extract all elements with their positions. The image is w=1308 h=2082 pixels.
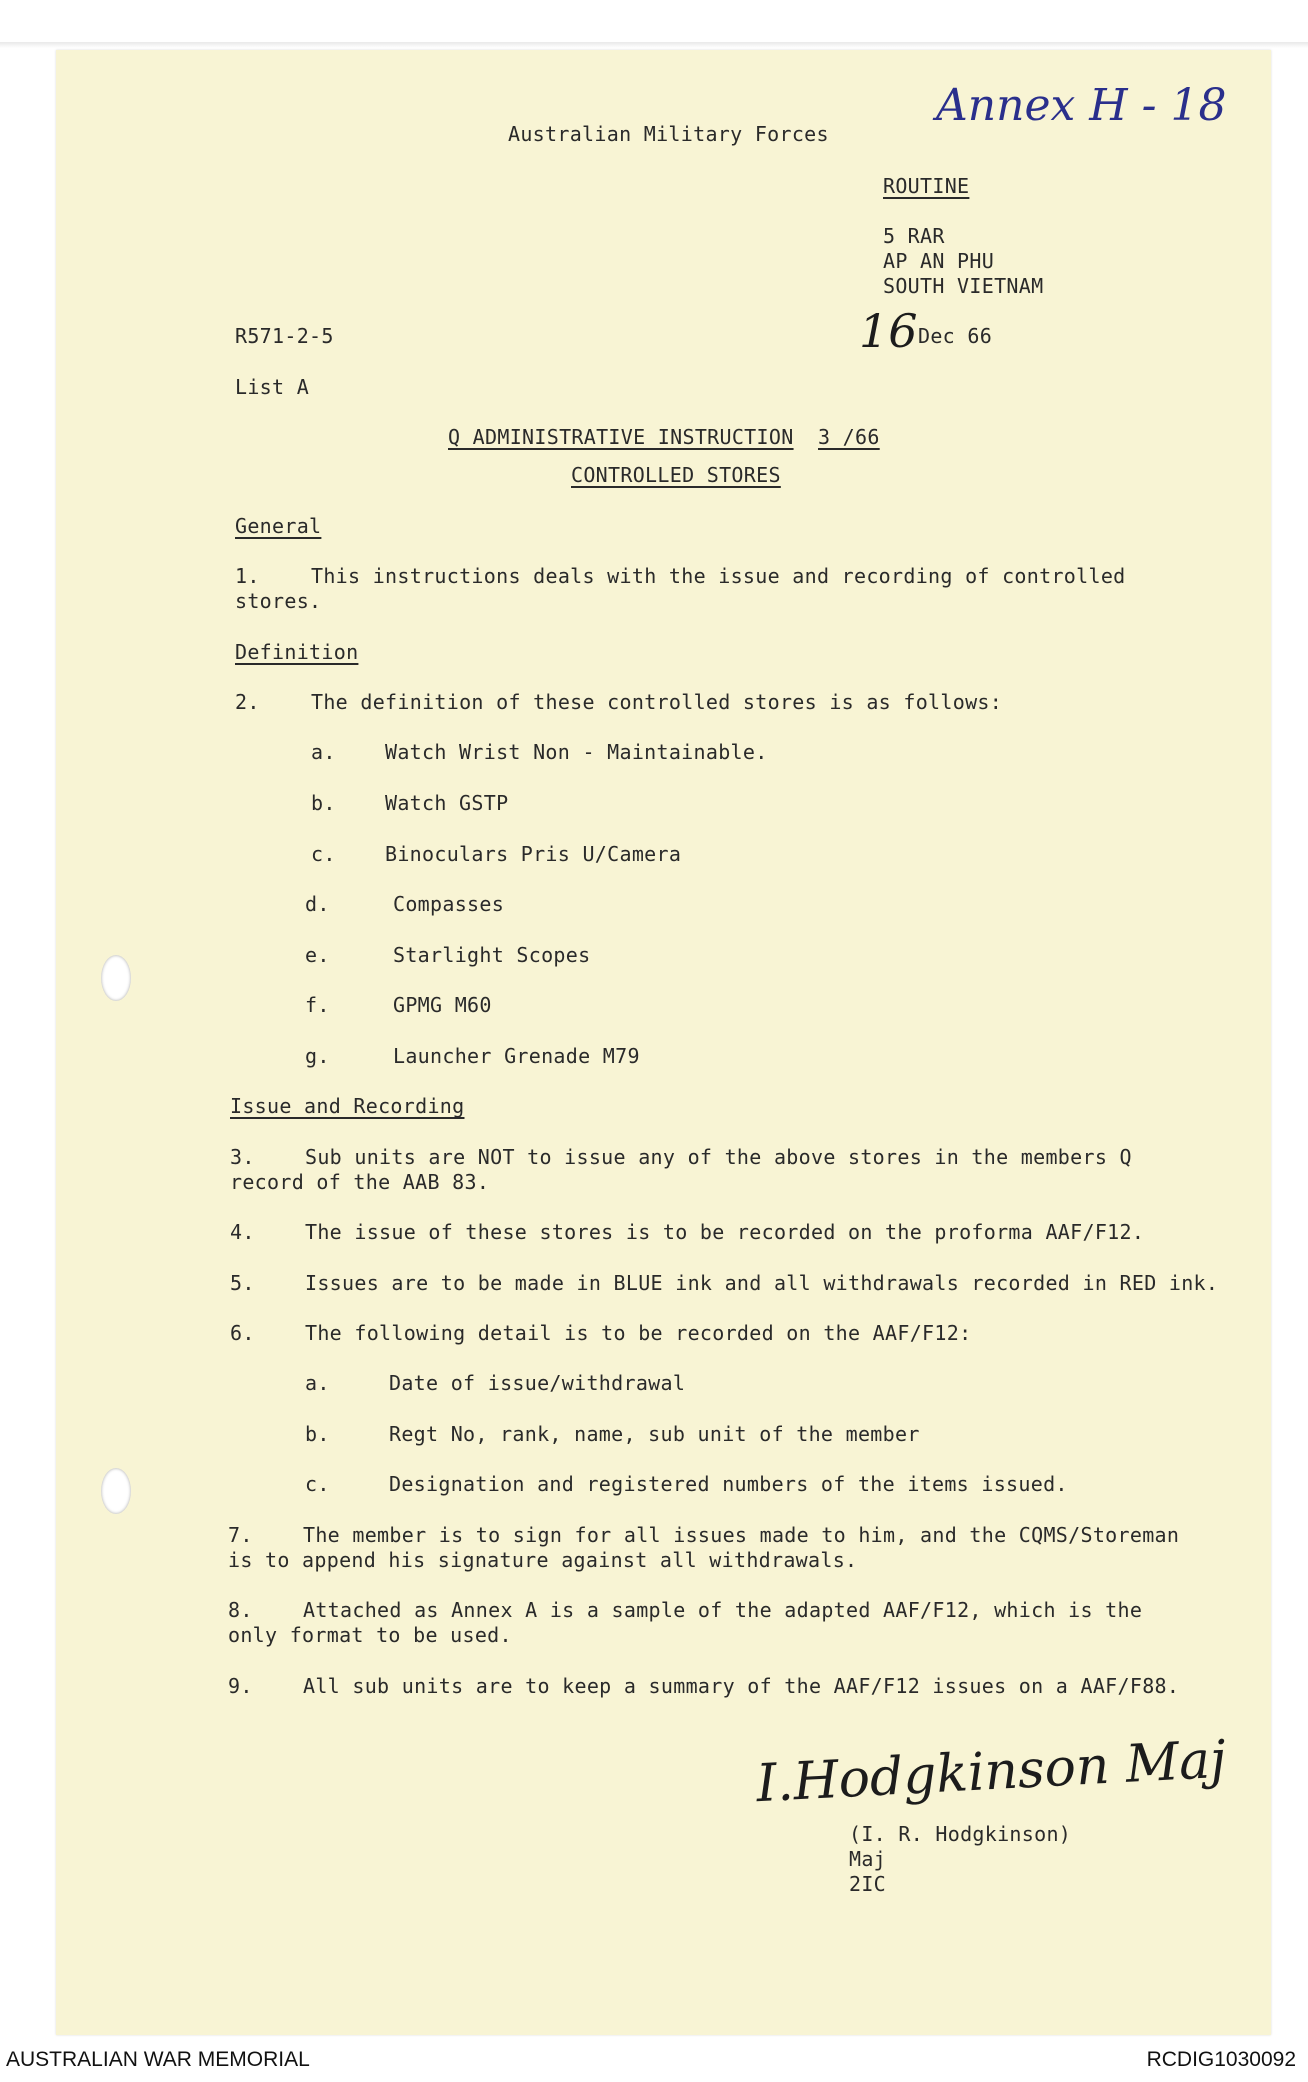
- def-item-text: Binoculars Pris U/Camera: [385, 842, 682, 866]
- para-6-number: 6.: [230, 1321, 255, 1345]
- title-line-2: CONTROLLED STORES: [571, 463, 781, 487]
- def-item-letter: e.: [305, 943, 330, 967]
- detail-item-text: Date of issue/withdrawal: [389, 1371, 686, 1395]
- handwritten-signature: I.Hodgkinson Maj: [754, 1729, 1228, 1815]
- para-1-number: 1.: [235, 564, 260, 588]
- para-7-line-2: is to append his signature against all withdrawals.: [228, 1548, 858, 1572]
- signatory-rank: Maj: [849, 1847, 887, 1871]
- detail-item-text: Designation and registered numbers of the items issued.: [389, 1472, 1068, 1496]
- para-2-number: 2.: [235, 690, 260, 714]
- heading-definition: Definition: [235, 640, 359, 664]
- def-item-text: Compasses: [393, 892, 505, 916]
- def-item-letter: d.: [305, 892, 330, 916]
- def-item-text: Watch GSTP: [385, 791, 509, 815]
- para-4-number: 4.: [230, 1220, 255, 1244]
- signatory-appointment: 2IC: [849, 1872, 887, 1896]
- detail-item-letter: b.: [305, 1422, 330, 1446]
- para-9-number: 9.: [228, 1674, 253, 1698]
- punch-hole-bottom: [101, 1468, 131, 1514]
- title-number: 3 /66: [818, 425, 880, 449]
- para-1-line-2: stores.: [235, 589, 322, 613]
- footer-item-id: RCDIG1030092: [1146, 2048, 1296, 2071]
- para-3-line-1: Sub units are NOT to issue any of the above stores in the members Q: [305, 1145, 1132, 1169]
- para-5-text: Issues are to be made in BLUE ink and all withdrawals recorded in RED ink.: [305, 1271, 1219, 1295]
- title-line-1: Q ADMINISTRATIVE INSTRUCTION: [448, 425, 794, 449]
- unit: 5 RAR: [883, 224, 945, 248]
- para-1-line-1: This instructions deals with the issue and recording of controlled: [311, 564, 1126, 588]
- country: SOUTH VIETNAM: [883, 274, 1044, 298]
- file-reference: R571-2-5: [235, 324, 334, 348]
- punch-hole-top: [101, 955, 131, 1001]
- date: Dec 66: [918, 324, 993, 348]
- classification: ROUTINE: [883, 174, 970, 198]
- def-item-letter: a.: [311, 740, 336, 764]
- organisation: Australian Military Forces: [508, 122, 829, 146]
- detail-item-text: Regt No, rank, name, sub unit of the member: [389, 1422, 920, 1446]
- top-rule: [0, 42, 1308, 48]
- para-8-line-1: Attached as Annex A is a sample of the adapted AAF/F12, which is the: [303, 1598, 1143, 1622]
- para-7-number: 7.: [228, 1523, 253, 1547]
- handwritten-annotation: Annex H - 18: [936, 80, 1227, 131]
- def-item-text: Launcher Grenade M79: [393, 1044, 640, 1068]
- detail-item-letter: a.: [305, 1371, 330, 1395]
- para-6-text: The following detail is to be recorded on the AAF/F12:: [305, 1321, 972, 1345]
- para-8-number: 8.: [228, 1598, 253, 1622]
- distribution: List A: [235, 375, 310, 399]
- heading-general: General: [235, 514, 322, 538]
- para-7-line-1: The member is to sign for all issues made to him, and the CQMS/Storeman: [303, 1523, 1180, 1547]
- para-9-text: All sub units are to keep a summary of the AAF/F12 issues on a AAF/F88.: [303, 1674, 1180, 1698]
- para-3-number: 3.: [230, 1145, 255, 1169]
- handwritten-date-day: 16: [859, 304, 918, 358]
- para-5-number: 5.: [230, 1271, 255, 1295]
- def-item-letter: g.: [305, 1044, 330, 1068]
- detail-item-letter: c.: [305, 1472, 330, 1496]
- location: AP AN PHU: [883, 249, 995, 273]
- def-item-letter: c.: [311, 842, 336, 866]
- def-item-letter: f.: [305, 993, 330, 1017]
- para-3-line-2: record of the AAB 83.: [230, 1170, 490, 1194]
- para-8-line-2: only format to be used.: [228, 1623, 512, 1647]
- heading-issue-recording: Issue and Recording: [230, 1094, 465, 1118]
- def-item-letter: b.: [311, 791, 336, 815]
- def-item-text: Watch Wrist Non - Maintainable.: [385, 740, 768, 764]
- footer-archive-name: AUSTRALIAN WAR MEMORIAL: [6, 2048, 310, 2071]
- signatory-name: (I. R. Hodgkinson): [849, 1822, 1072, 1846]
- def-item-text: Starlight Scopes: [393, 943, 591, 967]
- document-page: [56, 50, 1271, 2035]
- para-4-text: The issue of these stores is to be recorded on the proforma AAF/F12.: [305, 1220, 1145, 1244]
- def-item-text: GPMG M60: [393, 993, 492, 1017]
- para-2-text: The definition of these controlled stores is as follows:: [311, 690, 1003, 714]
